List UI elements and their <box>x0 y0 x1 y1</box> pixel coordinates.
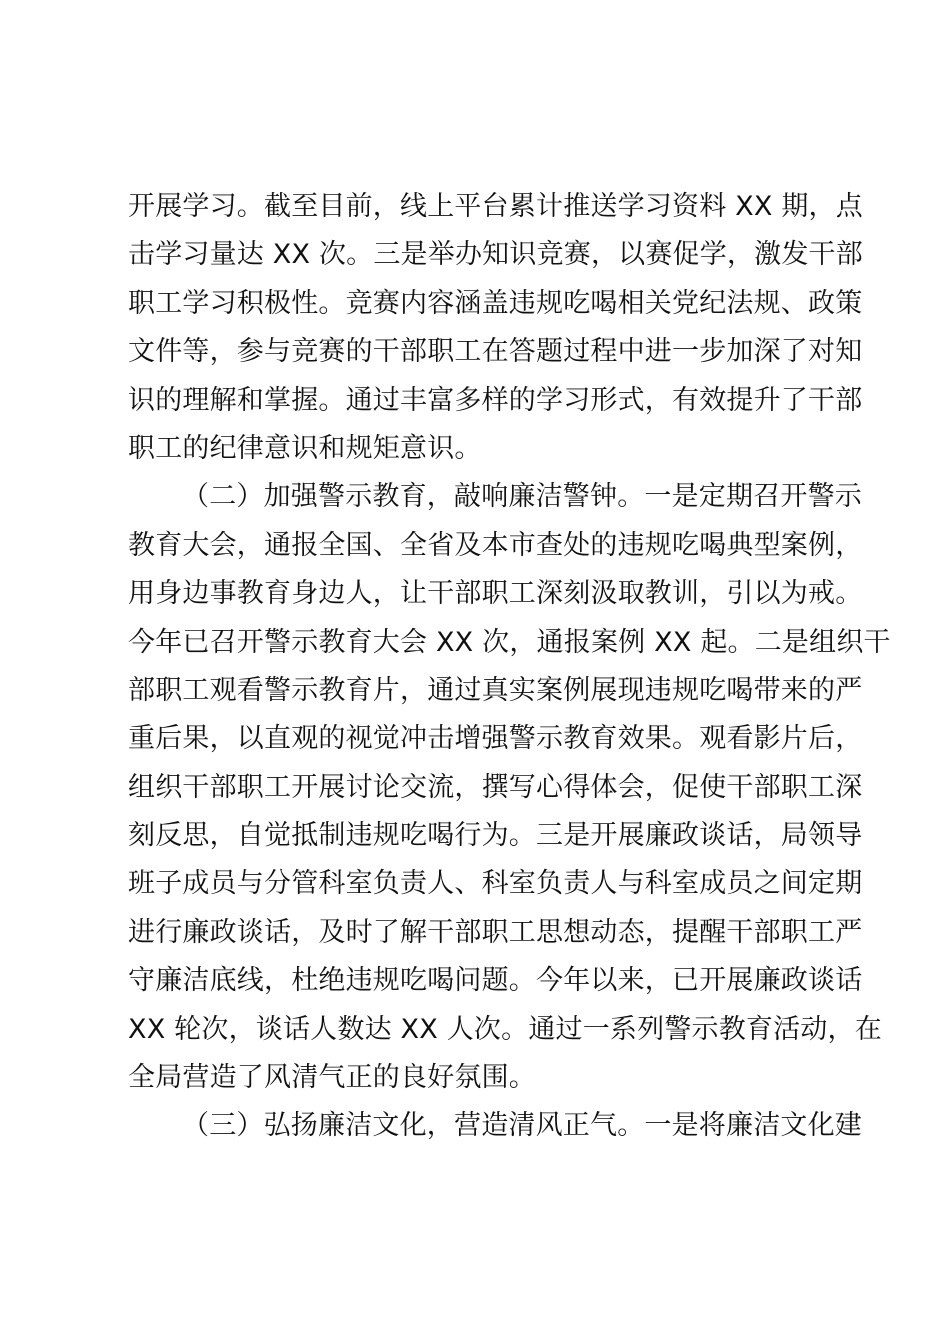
text-line: 班子成员与分管科室负责人、科室负责人与科室成员之间定期 <box>128 868 863 900</box>
text-line: XX 轮次，谈话人数达 XX 人次。通过一系列警示教育活动，在 <box>128 1013 882 1045</box>
section-heading-line: （二）加强警示教育，敲响廉洁警钟。一是定期召开警示 <box>182 481 862 513</box>
paragraph-clean-culture <box>128 1102 862 1150</box>
paragraph-learning <box>128 183 863 473</box>
text-line: 全局营造了风清气正的良好氛围。 <box>128 1062 536 1094</box>
text-line: 开展学习。截至目前，线上平台累计推送学习资料 XX 期，点 <box>128 191 863 222</box>
text-line: 部职工观看警示教育片，通过真实案例展现违规吃喝带来的严 <box>128 674 863 706</box>
text-line: 组织干部职工开展讨论交流，撰写心得体会，促使干部职工深 <box>128 771 863 803</box>
text-line: 守廉洁底线，杜绝违规吃喝问题。今年以来，已开展廉政谈话 <box>128 965 863 997</box>
text-line: 击学习量达 XX 次。三是举办知识竞赛，以赛促学，激发干部 <box>128 239 863 271</box>
text-line: 识的理解和掌握。通过丰富多样的学习形式，有效提升了干部 <box>128 384 863 416</box>
paragraph-warning-education <box>128 473 891 1102</box>
text-line: 职工学习积极性。竞赛内容涵盖违规吃喝相关党纪法规、政策 <box>128 287 863 319</box>
text-line: 今年已召开警示教育大会 XX 次，通报案例 XX 起。二是组织干 <box>128 626 891 658</box>
text-line: 进行廉政谈话，及时了解干部职工思想动态，提醒干部职工严 <box>128 916 863 948</box>
text-line: 文件等，参与竞赛的干部职工在答题过程中进一步加深了对知 <box>128 336 863 368</box>
text-line: 重后果，以直观的视觉冲击增强警示教育效果。观看影片后， <box>128 723 863 755</box>
text-line: 教育大会，通报全国、全省及本市查处的违规吃喝典型案例， <box>128 529 863 561</box>
document-body <box>128 183 891 1151</box>
section-heading-line: （三）弘扬廉洁文化，营造清风正气。一是将廉洁文化建 <box>182 1110 862 1142</box>
text-line: 刻反思，自觉抵制违规吃喝行为。三是开展廉政谈话，局领导 <box>128 820 863 852</box>
text-line: 用身边事教育身边人，让干部职工深刻汲取教训，引以为戒。 <box>128 578 863 610</box>
text-line: 职工的纪律意识和规矩意识。 <box>128 432 482 464</box>
